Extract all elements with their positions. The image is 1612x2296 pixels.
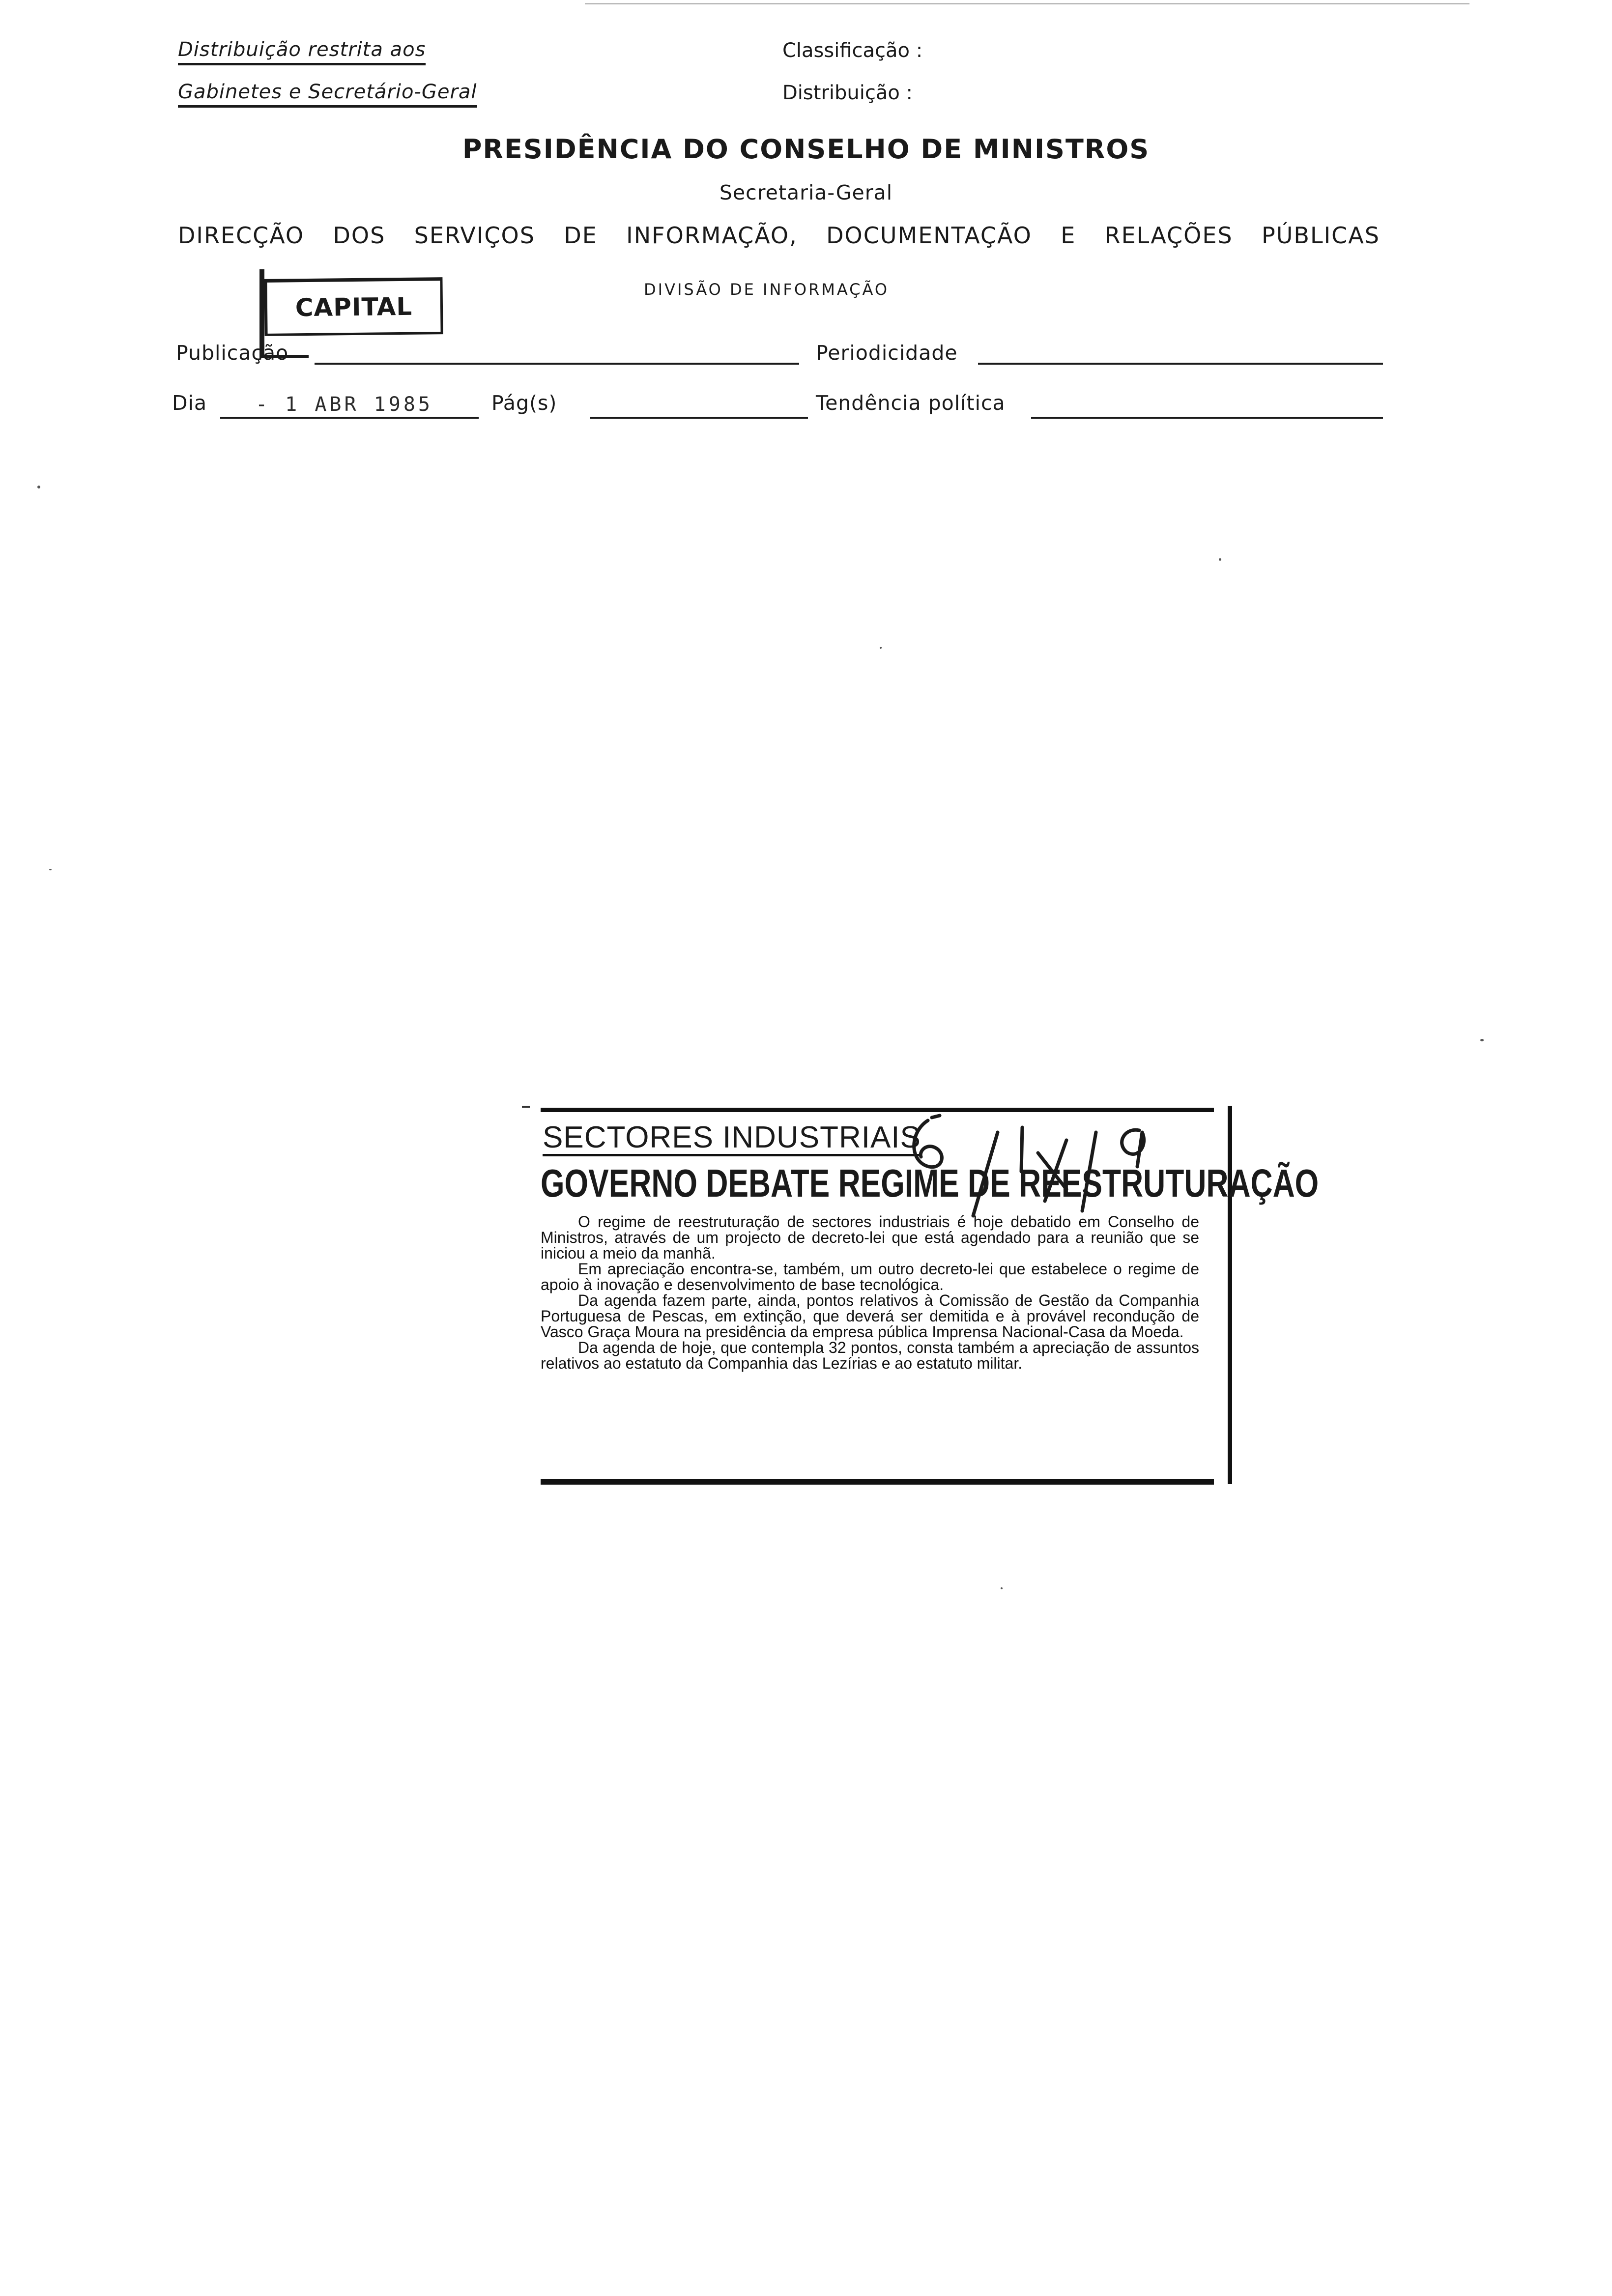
department-line — [178, 222, 1380, 249]
scan-speck — [1001, 1587, 1003, 1589]
scan-speck — [1480, 1039, 1484, 1041]
handwritten-stroke — [1021, 1127, 1022, 1172]
handwritten-stroke — [1045, 1140, 1066, 1201]
scan-speck — [880, 647, 882, 649]
classification-label: Classificação : — [782, 39, 923, 62]
secretariat-subtitle: Secretaria-Geral — [719, 181, 893, 204]
periodicity-fill-line — [978, 363, 1383, 365]
publication-stamp: CAPITAL — [264, 277, 443, 336]
dept-word: RELAÇÕES — [1104, 222, 1233, 249]
political-tendency-fill-line — [1031, 417, 1383, 419]
clipping-body — [541, 1214, 1199, 1371]
clipping-bottom-rule — [541, 1479, 1214, 1485]
political-tendency-label: Tendência política — [816, 391, 1006, 415]
dept-word: E — [1061, 222, 1076, 249]
day-label: Dia — [172, 391, 207, 415]
clip-corner-mark — [522, 1106, 530, 1108]
organization-title: PRESIDÊNCIA DO CONSELHO DE MINISTROS — [462, 134, 1150, 165]
handwritten-stroke — [914, 1120, 942, 1167]
periodicity-label: Periodicidade — [816, 341, 958, 365]
clipping-kicker: SECTORES INDUSTRIAIS — [543, 1121, 921, 1156]
dept-word: PÚBLICAS — [1261, 222, 1380, 249]
clipping-paragraph: Em apreciação encontra-se, também, um outro decreto-lei que estabelece o regime de apoio à inovação e desenvolvimento de base tecnológica. — [541, 1260, 1199, 1293]
top-faint-rule — [585, 3, 1469, 4]
handwritten-annotation — [899, 1098, 1234, 1226]
dept-word: DIRECÇÃO — [178, 222, 305, 249]
clipping-paragraph: Da agenda fazem parte, ainda, pontos relativos à Comissão de Gestão da Companhia Portuguesa de Pescas, em extinção, que deverá ser demitida e à provável recondução de Vasco Graça Moura na presidência da empresa pública Imprensa Nacional-Casa da Moeda. — [541, 1292, 1199, 1341]
dept-word: DOS — [333, 222, 386, 249]
scan-speck — [37, 486, 40, 488]
dept-word: DE — [564, 222, 598, 249]
dept-word: SERVIÇOS — [414, 222, 535, 249]
restriction-line-2: Gabinetes e Secretário-Geral — [178, 81, 477, 108]
publication-label: Publicação — [176, 341, 289, 365]
pages-label: Pág(s) — [491, 391, 557, 415]
clipping-paragraph: O regime de reestruturação de sectores industriais é hoje debatido em Conselho de Ministros, através de um projecto de decreto-lei que está agendado para a reunião que se iniciou a meio da manhã. — [541, 1213, 1199, 1262]
handwritten-stroke — [1122, 1130, 1144, 1167]
scan-speck — [49, 869, 52, 870]
handwritten-stroke — [1082, 1132, 1096, 1211]
pages-fill-line — [590, 417, 808, 419]
restriction-line-1: Distribuição restrita aos — [178, 38, 426, 65]
distribution-label: Distribuição : — [782, 82, 913, 104]
day-value: - 1 ABR 1985 — [256, 393, 433, 416]
clipping-paragraph: Da agenda de hoje, que contempla 32 pontos, consta também a apreciação de assuntos relativos ao estatuto da Companhia das Lezírias e ao estatuto militar. — [541, 1339, 1199, 1372]
dept-word: DOCUMENTAÇÃO — [826, 222, 1032, 249]
handwritten-stroke — [932, 1116, 940, 1118]
day-fill-line — [220, 417, 479, 419]
dept-word: INFORMAÇÃO, — [626, 222, 798, 249]
division-label: DIVISÃO DE INFORMAÇÃO — [644, 280, 890, 299]
clipping-headline: GOVERNO DEBATE REGIME DE REESTRUTURAÇÃO — [541, 1161, 1319, 1205]
handwritten-stroke — [973, 1132, 998, 1216]
scan-speck — [1219, 558, 1221, 561]
publication-fill-line — [315, 363, 799, 365]
